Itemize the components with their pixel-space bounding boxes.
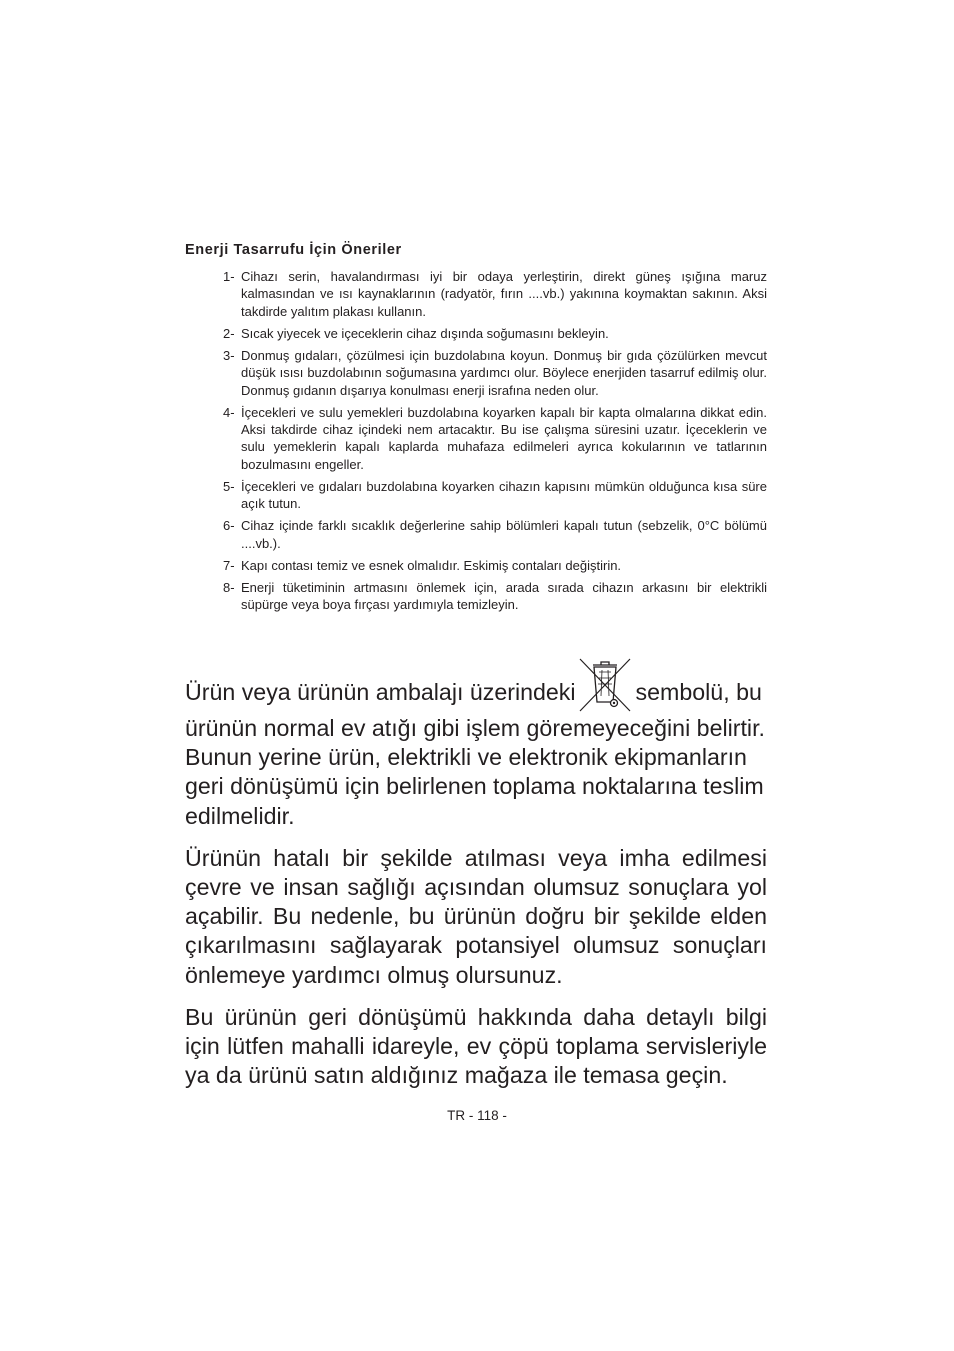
weee-text-after-symbol: sembolü, bu ürünün normal ev atığı gibi işlem göremeyeceğini belirtir. Bunun yerine ürün, elektrikli ve elektronik ekipmanların geri dönüşümü için belirlenen toplama noktalarına teslim edilmelidir. bbox=[185, 679, 765, 829]
tip-number: 8- bbox=[223, 579, 235, 595]
tip-number: 2- bbox=[223, 325, 235, 341]
tip-text: Kapı contası temiz ve esnek olmalıdır. Eskimiş contaları değiştirin. bbox=[241, 557, 622, 573]
weee-paragraph-2: Ürünün hatalı bir şekilde atılması veya imha edilmesi çevre ve insan sağlığı açısından olumsuz sonuçlara yol açabilir. Bu nedenle, bu ürünün doğru bir şekilde elden çıkarılmasını sağlayarak potansiyel olumsuz sonuçları önlemeye yardımcı olmuş olursunuz. bbox=[185, 844, 767, 988]
weee-paragraph-1 bbox=[185, 678, 767, 831]
tip-item bbox=[223, 325, 767, 342]
tip-text: Cihaz içinde farklı sıcaklık değerlerine sahip bölümleri kapalı tutun (sebzelik, 0°C bölümü ....vb.). bbox=[241, 518, 767, 551]
tip-item bbox=[223, 404, 767, 474]
tip-text: İçecekleri ve gıdaları buzdolabına koyarken cihazın kapısını mümkün olduğunca kısa süre açık tutun. bbox=[241, 478, 767, 512]
tip-number: 7- bbox=[223, 557, 235, 573]
tip-text: Sıcak yiyecek ve içeceklerin cihaz dışında soğumasını bekleyin. bbox=[241, 325, 609, 341]
tip-item bbox=[223, 579, 767, 614]
tip-item bbox=[223, 347, 767, 399]
weee-text-before-symbol: Ürün veya ürünün ambalajı üzerindeki bbox=[185, 679, 576, 705]
tip-item bbox=[223, 517, 767, 552]
weee-disposal-notice bbox=[185, 678, 767, 1103]
weee-paragraph-3: Bu ürünün geri dönüşümü hakkında daha detaylı bilgi için lütfen mahalli idareyle, ev çöpü toplama servisleriyle ya da ürünü satın aldığınız mağaza ile temasa geçin. bbox=[185, 1003, 767, 1089]
tip-text: Donmuş gıdaları, çözülmesi için buzdolabına koyun. Donmuş bir gıda çözülürken mevcut düşük ısısı buzdolabının soğumasına yardımcı olur. Böylece enerjiden tasarruf edilmiş olur. Donmuş gıdanın dışarıya konulması enerji israfına neden olur. bbox=[241, 347, 767, 398]
tip-item bbox=[223, 268, 767, 320]
section-heading: Enerji Tasarrufu İçin Öneriler bbox=[185, 242, 402, 258]
tip-text: İçecekleri ve sulu yemekleri buzdolabına koyarken kapalı bir kapta olmalarına dikkat edin. Aksi takdirde cihaz içindeki nem artacaktır. Bu ise çalışma süresini uzatır. İçeceklerin ve sulu yemeklerin kapalı kaplarda muhafaza edilmeleri ayrıca kokularının ve tatlarının bozulmasını engeller. bbox=[241, 404, 767, 472]
tip-item bbox=[223, 557, 767, 574]
tip-number: 4- bbox=[223, 404, 235, 420]
tip-text: Cihazı serin, havalandırması iyi bir odaya yerleştirin, direkt güneş ışığına maruz kalmasından ve ısı kaynaklarının (radyatör, fırın ....vb.) yakınına koymaktan sakının. Aksi takdirde yalıtım plakası kullanın. bbox=[241, 269, 767, 319]
tip-number: 1- bbox=[223, 269, 235, 284]
tip-text: Enerji tüketiminin artmasını önlemek için, arada sırada cihazın arkasını bir elektrikli süpürge veya boya fırçası yardımıyla temizleyin. bbox=[241, 579, 767, 613]
tip-item bbox=[223, 478, 767, 513]
energy-saving-tips-list bbox=[223, 268, 767, 618]
crossed-out-wheelie-bin-icon bbox=[577, 656, 633, 714]
tip-number: 3- bbox=[223, 347, 235, 363]
tip-number: 5- bbox=[223, 478, 235, 494]
tip-number: 6- bbox=[223, 518, 235, 534]
page-number: TR - 118 - bbox=[447, 1108, 507, 1123]
